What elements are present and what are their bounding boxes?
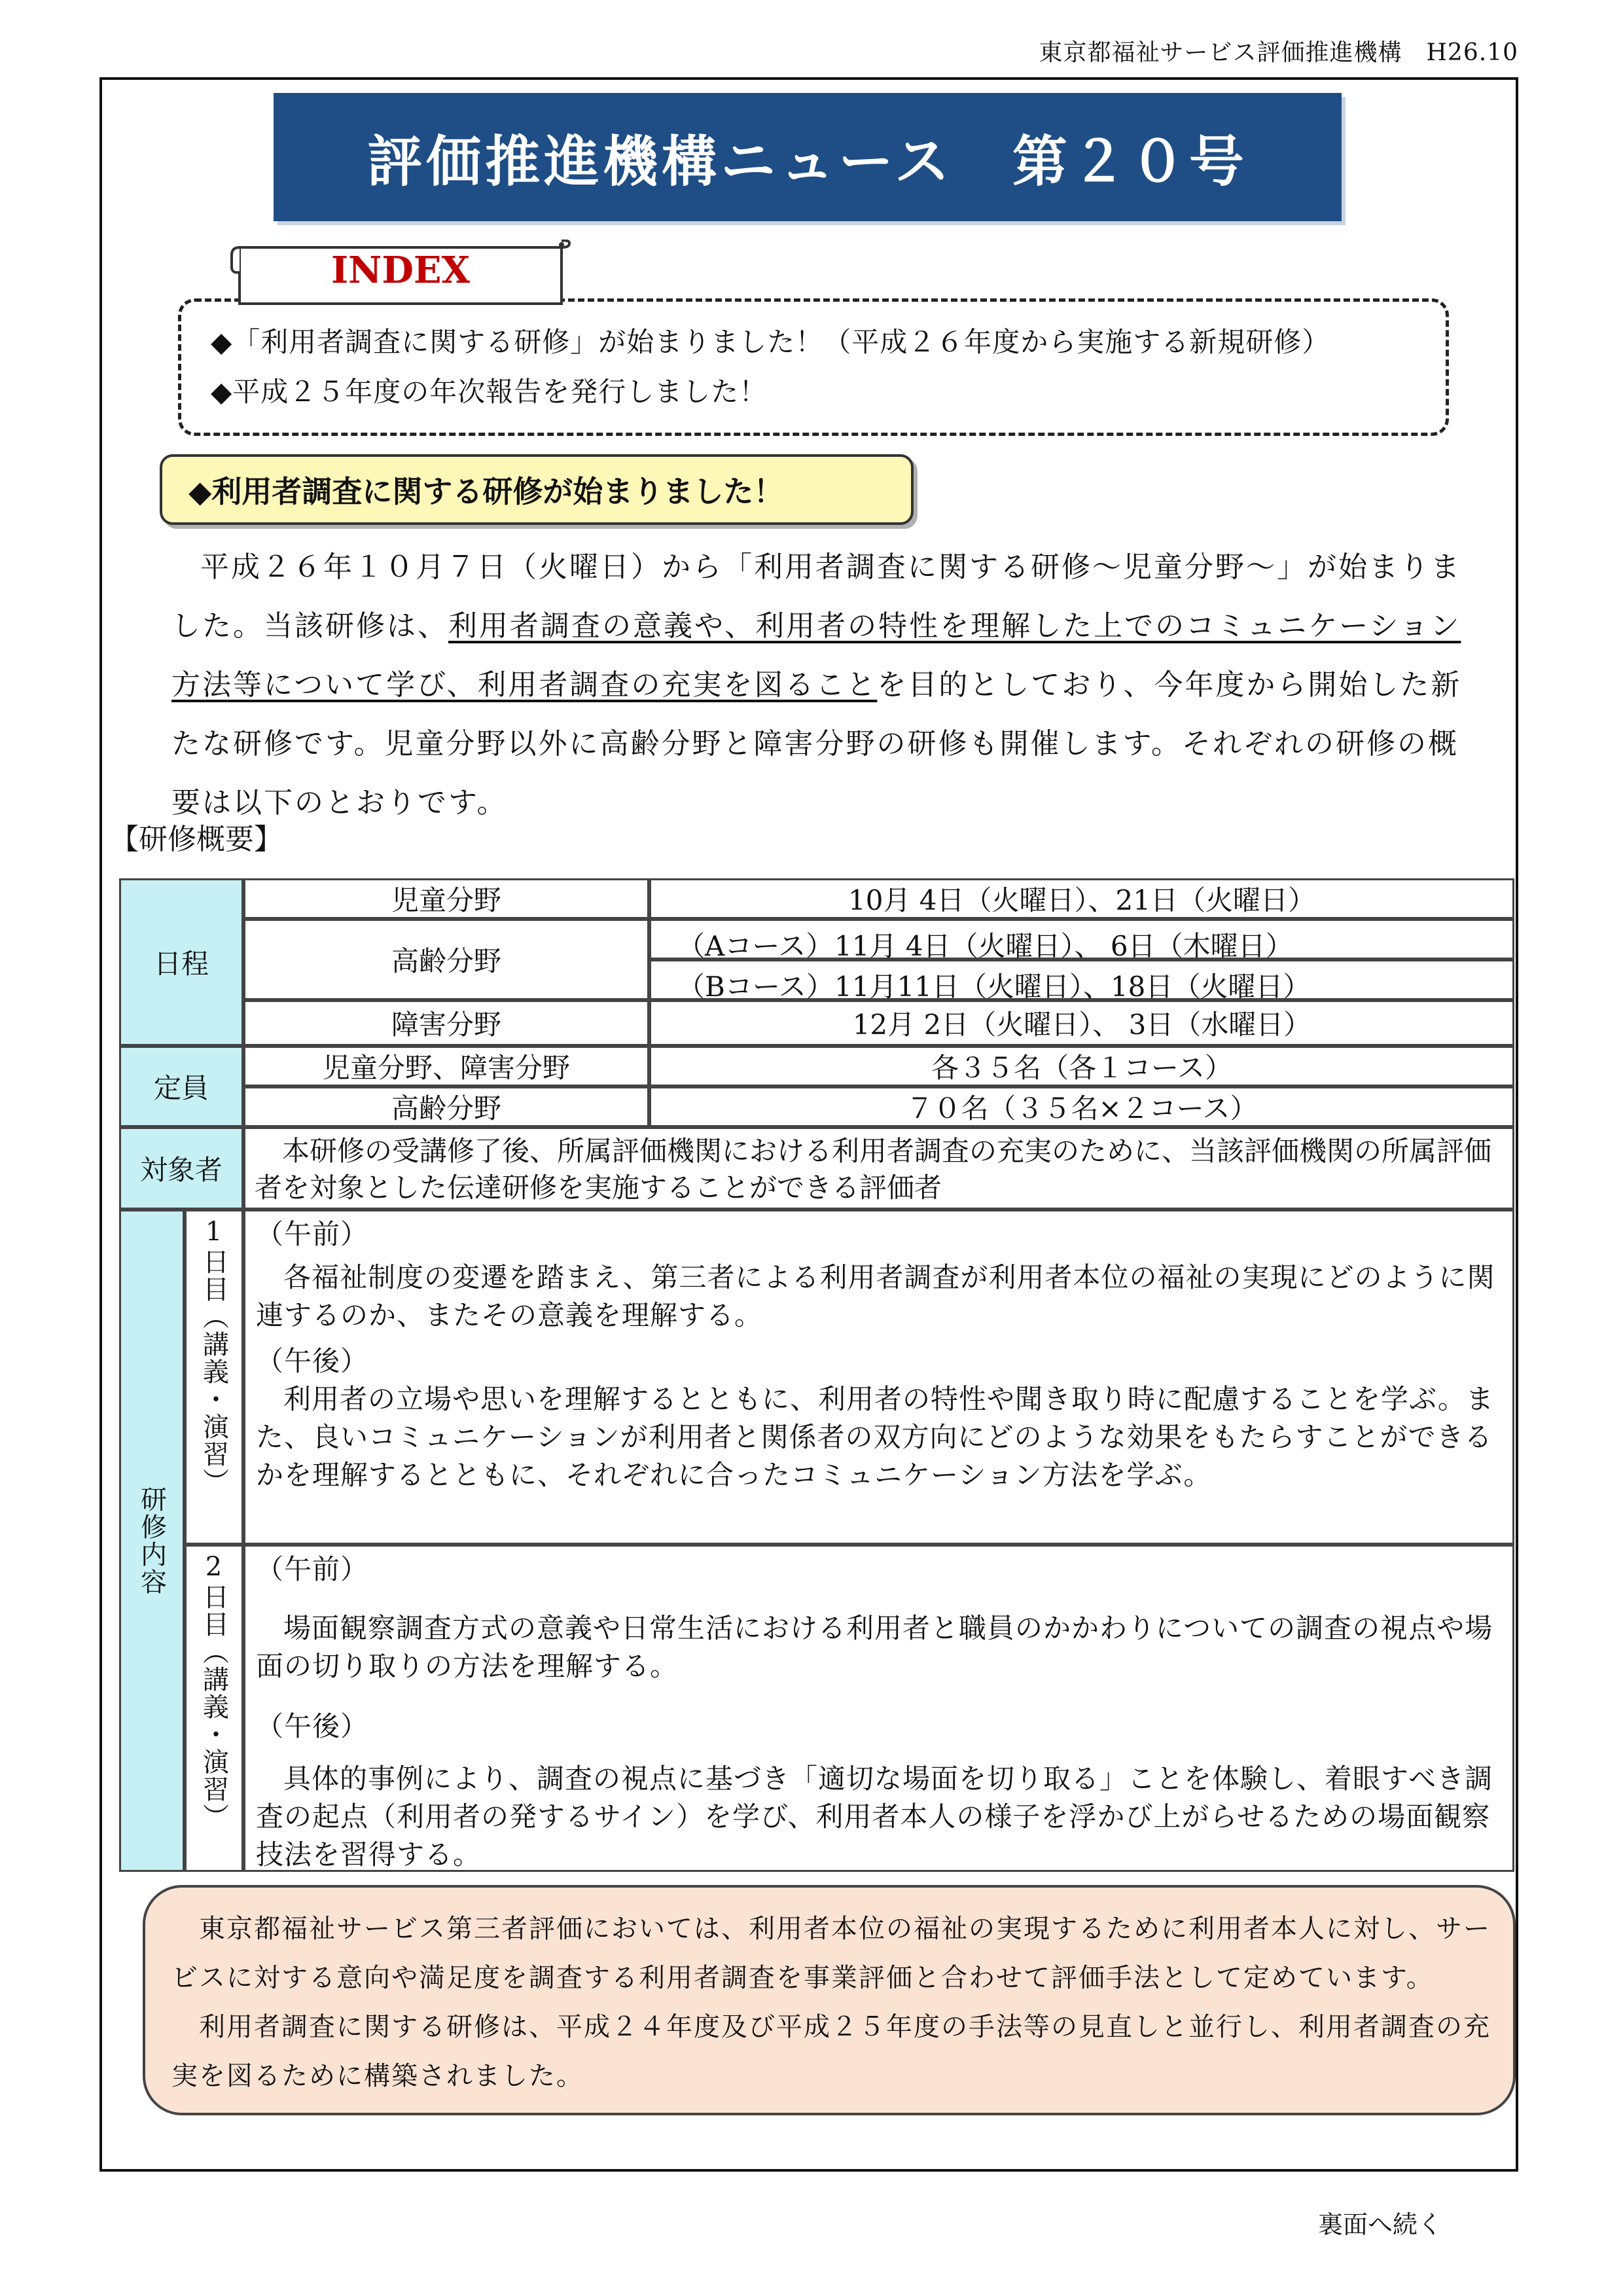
- day1-pm-text: 利用者の立場や思いを理解するとともに、利用者の特性や聞き取り時に配慮することを学ぶ。また、良いコミュニケーションが利用者と関係者の双方向にどのような効果をもたらすことができるかを理解するとともに、それぞれに合ったコミュニケーション方法を学ぶ。: [256, 1383, 1494, 1491]
- schedule-course-row: [649, 960, 1514, 1003]
- org-date-header: 東京都福祉サービス評価推進機構 H26.10: [1039, 39, 1518, 66]
- intro-text: 平成２６年１０月７日（火曜日）から「利用者調査に関する研修～児童分野～」が始まりました。当該研修は、: [171, 550, 1461, 643]
- note-paragraph: 利用者調査に関する研修は、平成２４年度及び平成２５年度の手法等の見直しと並行し、利用者調査の充実を図るために構築されました。: [171, 2012, 1491, 2091]
- summary-label: 【研修概要】: [110, 823, 283, 856]
- note-paragraph: 東京都福祉サービス第三者評価においては、利用者本位の福祉の実現するために利用者本人に対し、サービスに対する意向や満足度を調査する利用者調査を事業評価と合わせて評価手法として定めています。: [171, 1914, 1491, 1993]
- day2-am-text: 場面観察調査方式の意義や日常生活における利用者と職員のかかわりについての調査の視点や場面の切り取りの方法を理解する。: [256, 1612, 1493, 1682]
- intro-underlined-text: 利用者調査の意義や、利用者の特性を理解した上でのコミュニケーション方法等について学び、利用者調査の充実を図ること: [171, 609, 1461, 702]
- training-summary-table: [119, 878, 1514, 1872]
- index-item[interactable]: ◆平成２５年度の年次報告を発行しました！: [211, 376, 768, 408]
- day1-pm-label: （午後）: [256, 1345, 369, 1377]
- intro-text-end: を目的としており、今年度から開始した新たな研修です。児童分野以外に高齢分野と障害分野の研修も開催します。それぞれの研修の概要は以下のとおりです。: [171, 668, 1462, 819]
- capacity-header: 定員: [119, 1046, 243, 1127]
- content-header: 研修内容: [119, 1210, 185, 1872]
- day2-label: 2日目（講義・演習）: [185, 1545, 243, 1872]
- schedule-dates: 12月 2日（火曜日）、 3日（水曜日）: [649, 1000, 1514, 1046]
- index-item[interactable]: ◆「利用者調査に関する研修」が始まりました！（平成２６年度から実施する新規研修）: [211, 326, 1330, 358]
- note-text: [171, 1905, 1493, 2101]
- schedule-dates: 11月11日（火曜日）、18日（火曜日）: [834, 971, 1311, 1003]
- schedule-field: 障害分野: [243, 1000, 649, 1046]
- continue-note: 裏面へ続く: [1318, 2210, 1443, 2239]
- intro-paragraph: [171, 538, 1480, 833]
- target-text: 本研修の受講修了後、所属評価機関における利用者調査の充実のために、当該評価機関の所属評価者を対象とした伝達研修を実施することができる評価者: [243, 1127, 1514, 1210]
- schedule-header: 日程: [119, 878, 243, 1046]
- capacity-value: 各３５名（各１コース）: [649, 1046, 1514, 1086]
- capacity-value: ７０名（３５名×２コース）: [649, 1086, 1514, 1127]
- day2-content: [243, 1545, 1514, 1872]
- schedule-course-row: [649, 919, 1514, 960]
- index-box: [178, 298, 1449, 436]
- day1-label: 1日目（講義・演習）: [185, 1210, 243, 1545]
- day2-pm-label: （午後）: [256, 1710, 369, 1742]
- schedule-dates: 10月 4日（火曜日）、21日（火曜日）: [649, 878, 1514, 919]
- schedule-field: 児童分野: [243, 878, 649, 919]
- index-label: INDEX: [330, 249, 471, 292]
- capacity-field: 高齢分野: [243, 1086, 649, 1127]
- schedule-dates: 11月 4日（火曜日）、 6日（木曜日）: [834, 930, 1293, 962]
- capacity-field: 児童分野、障害分野: [243, 1046, 649, 1086]
- day2-am-label: （午前）: [256, 1553, 369, 1585]
- day2-pm-text: 具体的事例により、調査の視点に基づき「適切な場面を切り取る」ことを体験し、着眼すべき調査の起点（利用者の発するサイン）を学び、利用者本人の様子を浮かび上がらせるための場面観察技法を習得する。: [256, 1763, 1493, 1871]
- course-label: （Bコース）: [677, 971, 834, 1003]
- target-header: 対象者: [119, 1127, 243, 1210]
- schedule-field: 高齢分野: [243, 919, 649, 1000]
- day1-am-label: （午前）: [256, 1218, 369, 1250]
- day1-am-text: 各福祉制度の変遷を踏まえ、第三者による利用者調査が利用者本位の福祉の実現にどのように関連するのか、またその意義を理解する。: [256, 1261, 1495, 1331]
- course-label: （Aコース）: [677, 930, 834, 962]
- section-heading: ◆利用者調査に関する研修が始まりました！: [160, 454, 914, 525]
- newsletter-title: 評価推進機構ニュース 第２０号: [274, 93, 1342, 221]
- day1-content: [243, 1210, 1514, 1545]
